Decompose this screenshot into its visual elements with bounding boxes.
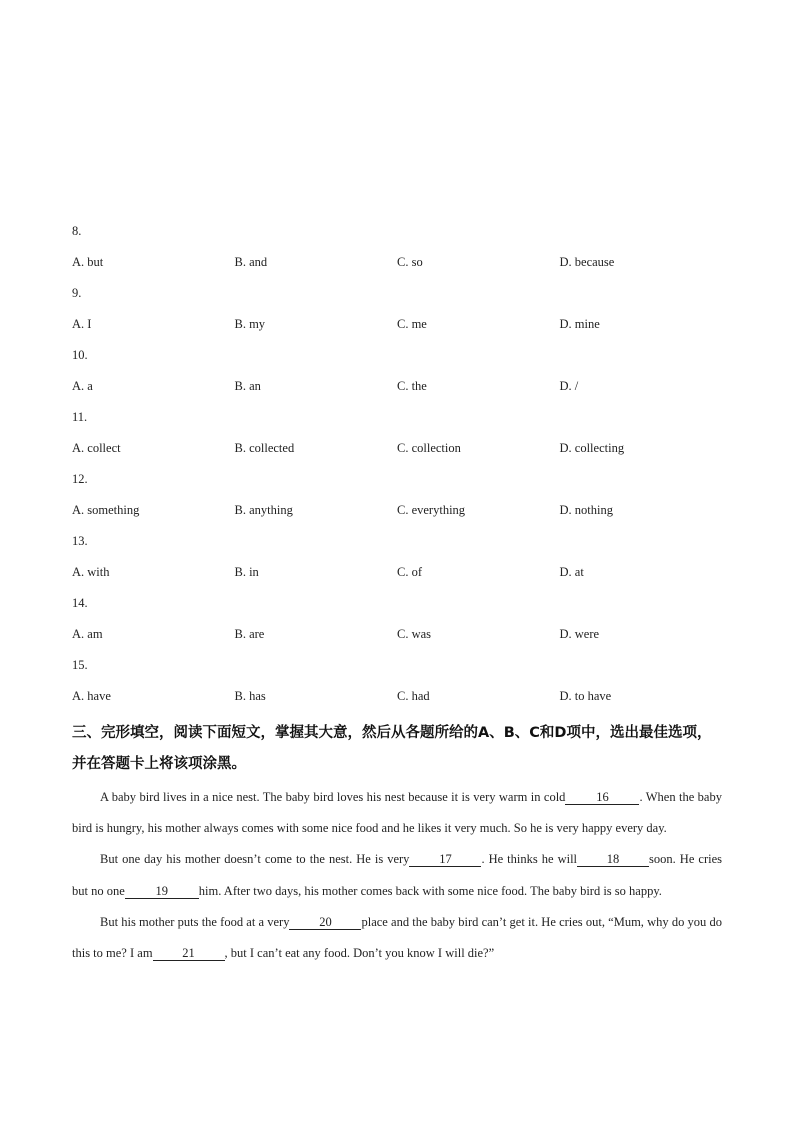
section-heading: 三、完形填空，阅读下面短文，掌握其大意，然后从各题所给的A、B、C和D项中，选出最佳选项，并在答题卡上将该项涂黑。 (72, 725, 712, 772)
blank-17: 17 (409, 852, 481, 867)
question-number: 13. (72, 534, 88, 548)
passage-text: soon. He cries but no one (72, 852, 722, 898)
options-row (72, 501, 722, 519)
option-d: D. at (559, 565, 584, 579)
option-b: B. in (234, 565, 259, 579)
option-c: C. the (397, 379, 427, 393)
option-a: A. a (72, 379, 93, 393)
passage-paragraph-3 (72, 907, 722, 969)
passage-text: him. After two days, his mother comes back with some nice food. The baby bird is so happy. (198, 883, 662, 898)
option-d: D. collecting (559, 441, 625, 455)
passage-text: . He thinks he will (481, 852, 578, 867)
options-row (72, 315, 722, 333)
option-d: D. to have (559, 689, 612, 703)
options-row (72, 687, 722, 705)
passage-paragraph-1 (72, 782, 722, 844)
option-d: D. nothing (559, 503, 613, 517)
blank-20: 20 (289, 915, 361, 930)
options-row (72, 563, 722, 581)
option-a: A. with (72, 565, 110, 579)
question-number: 14. (72, 596, 88, 610)
question-number: 10. (72, 348, 88, 362)
option-b: B. and (234, 255, 268, 269)
option-c: C. everything (397, 503, 466, 517)
passage-paragraph-2 (72, 844, 722, 906)
passage-text: . When the baby bird is hungry, his mother always comes with some nice food and he likes it very much. So he is very happy every day. (72, 790, 722, 836)
option-d: D. because (559, 255, 615, 269)
option-b: B. has (234, 689, 266, 703)
question-12 (72, 470, 722, 519)
option-b: B. my (234, 317, 266, 331)
option-d: D. mine (559, 317, 600, 331)
question-8 (72, 222, 722, 271)
option-a: A. something (72, 503, 140, 517)
question-13 (72, 532, 722, 581)
question-number: 8. (72, 224, 82, 238)
options-row (72, 625, 722, 643)
option-c: C. had (397, 689, 430, 703)
option-c: C. of (397, 565, 422, 579)
option-c: C. collection (397, 441, 461, 455)
blank-21: 21 (153, 946, 225, 961)
options-row (72, 377, 722, 395)
option-d: D. were (559, 627, 600, 641)
blank-19: 19 (125, 884, 199, 899)
question-9 (72, 284, 722, 333)
option-b: B. collected (234, 441, 295, 455)
passage-text: But his mother puts the food at a very (100, 914, 290, 929)
option-c: C. was (397, 627, 432, 641)
question-10 (72, 346, 722, 395)
question-number: 11. (72, 410, 88, 424)
question-14 (72, 594, 722, 643)
option-a: A. have (72, 689, 111, 703)
passage-text: place and the baby bird can’t get it. He cries out, “Mum, why do you do this to me? I am (72, 914, 722, 961)
question-11 (72, 408, 722, 457)
question-number: 9. (72, 286, 82, 300)
option-b: B. are (234, 627, 265, 641)
option-c: C. me (397, 317, 427, 331)
option-a: A. I (72, 317, 92, 331)
option-a: A. collect (72, 441, 121, 455)
option-a: A. am (72, 627, 103, 641)
option-a: A. but (72, 255, 104, 269)
option-b: B. anything (234, 503, 293, 517)
question-number: 15. (72, 658, 88, 672)
blank-16: 16 (565, 790, 639, 805)
option-c: C. so (397, 255, 423, 269)
question-number: 12. (72, 472, 88, 486)
passage-text: But one day his mother doesn’t come to the nest. He is very (100, 852, 410, 867)
option-d: D. / (559, 379, 579, 393)
passage-text: , but I can’t eat any food. Don’t you know I will die?” (224, 946, 495, 961)
exam-page (72, 222, 722, 969)
options-row (72, 439, 722, 457)
passage-text: A baby bird lives in a nice nest. The baby bird loves his nest because it is very warm in cold (100, 790, 566, 804)
blank-18: 18 (577, 852, 649, 867)
question-15 (72, 656, 722, 705)
option-b: B. an (234, 379, 261, 393)
options-row (72, 253, 722, 271)
